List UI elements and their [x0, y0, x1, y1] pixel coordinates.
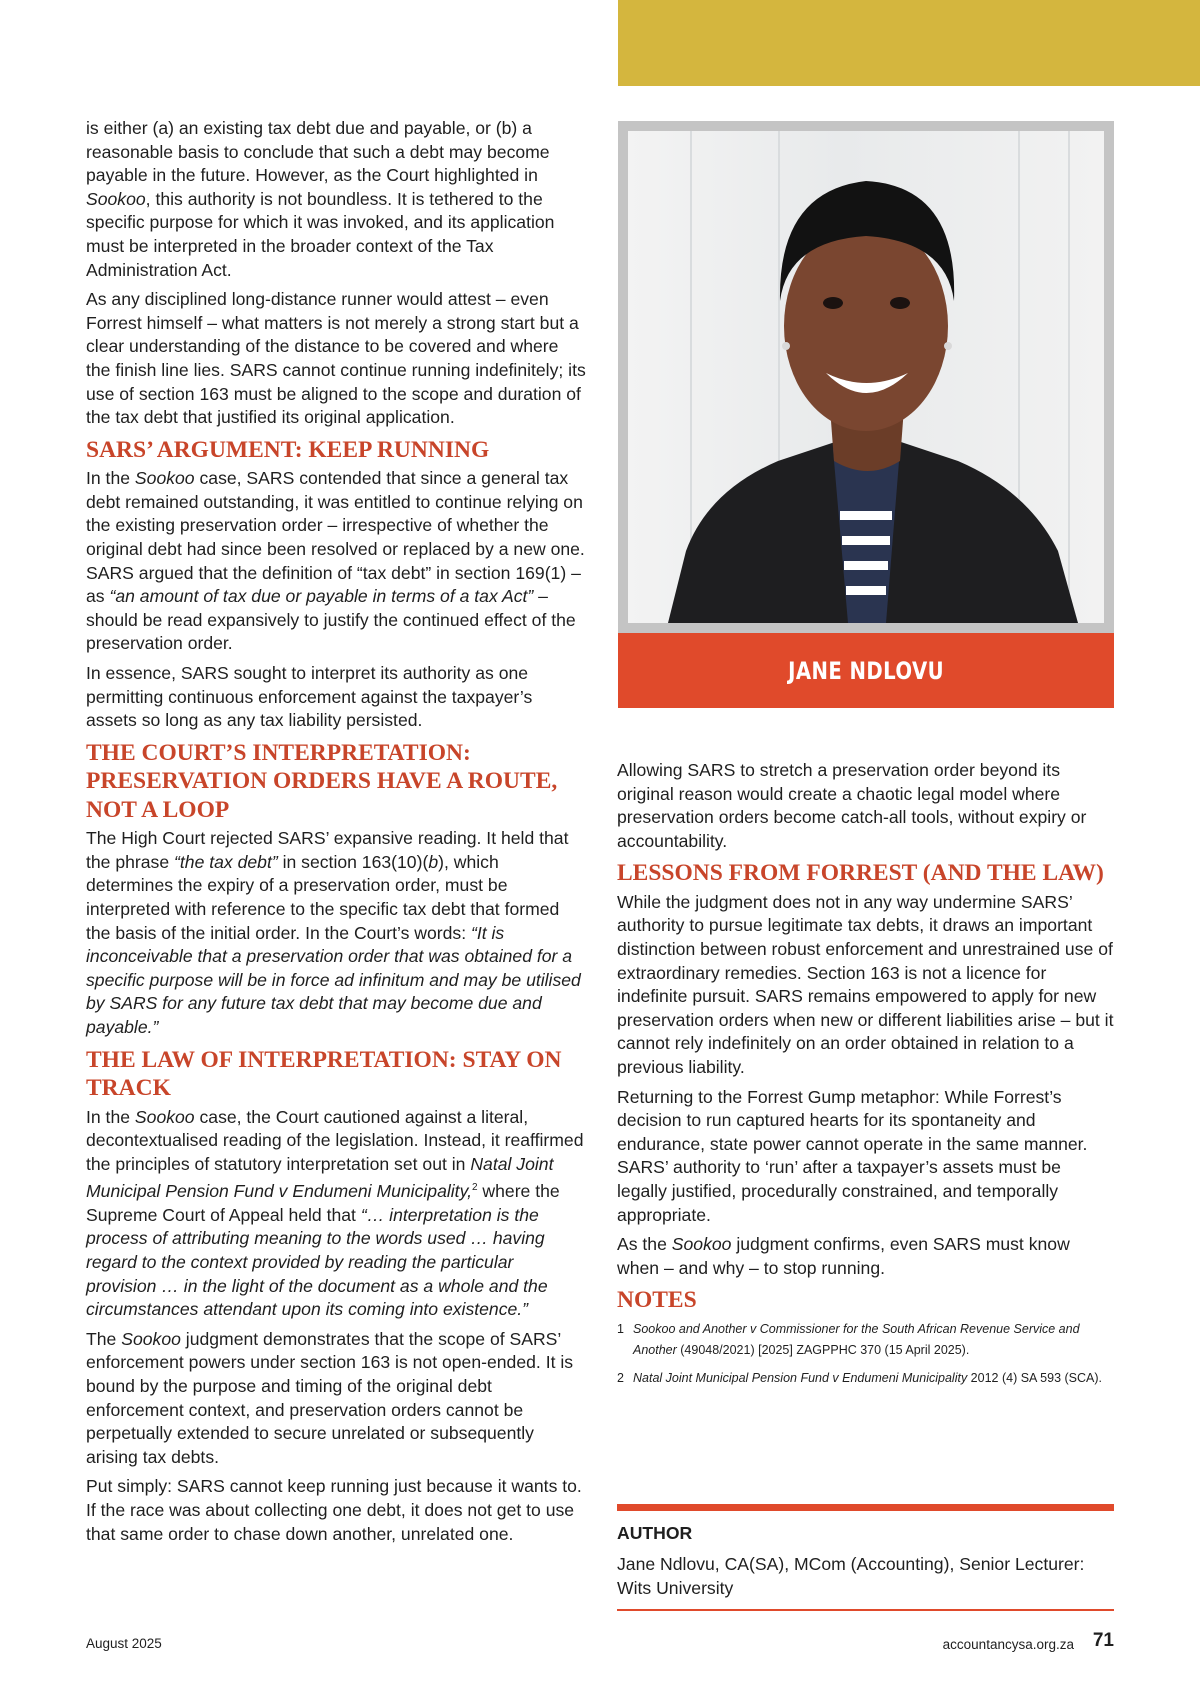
author-portrait-photo	[628, 131, 1104, 623]
author-box-bottom-rule	[617, 1609, 1114, 1611]
section-heading: THE LAW OF INTERPRETATION: STAY ON TRACK	[86, 1046, 562, 1102]
paragraph: The High Court rejected SARS’ expansive reading. It held that the phrase “the tax debt” in section 163(10)(b), which determines the expiry of a preservation order, must be interpreted with reference to the specific tax debt that formed the basis of the initial order. In the Court’s words: “It is inconceivable that a preservation order that was obtained for a specific purpose will be in force ad infinitum and may be utilised by SARS for any future tax debt that may become due and payable.”	[86, 828, 581, 1037]
notes-heading: NOTES	[617, 1287, 697, 1314]
paragraph: In essence, SARS sought to interpret its authority as one permitting continuous enforcement against the taxpayer’s assets so long as any tax liability persisted.	[86, 662, 533, 731]
section-heading: LESSONS FROM FORREST (AND THE LAW)	[617, 860, 1104, 887]
section-heading: SARS’ ARGUMENT: KEEP RUNNING	[86, 436, 490, 463]
paragraph: As the Sookoo judgment confirms, even SARS must know when – and why – to stop running.	[617, 1234, 1070, 1278]
note-item: 1 Sookoo and Another v Commissioner for the South African Revenue Service and Another (49048/2021) [2025] ZAGPPHC 370 (15 April 2025).	[617, 1321, 1080, 1358]
portrait-name-banner: JANE NDLOVU	[618, 633, 1114, 708]
paragraph: In the Sookoo case, the Court cautioned against a literal, decontextualised reading of the legislation. Instead, it reaffirmed the principles of statutory interpretation set out in Natal Joint Municipal Pension Fund v Endumeni Municipality,$^2$ where the Supreme Court of Appeal held that “… interpretation is the process of attributing meaning to the words used … having regard to the context provided by reading the particular provision … in the light of the document as a whole and the circumstances attendant upon its coming into existence.”	[86, 1106, 584, 1320]
person-silhouette	[628, 131, 1104, 623]
paragraph: While the judgment does not in any way undermine SARS’ authority to pursue legitimate tax debts, it draws an important distinction between robust enforcement and unrestrained use of extraordinary remedies. Section 163 is not a licence for indefinite pursuit. SARS remains empowered to apply for new preservation orders when new or different liabilities arise – but it cannot rely indefinitely on an order obtained in relation to a previous liability.	[617, 891, 1114, 1078]
article-right-column	[617, 759, 1114, 1395]
author-label: AUTHOR	[617, 1523, 693, 1543]
paragraph: Put simply: SARS cannot keep running just because it wants to. If the race was about collecting one debt, it does not get to use that same order to chase down another, unrelated one.	[86, 1476, 582, 1544]
author-portrait-frame	[618, 121, 1114, 633]
article-left-column	[86, 117, 586, 1552]
paragraph: The Sookoo judgment demonstrates that the scope of SARS’ enforcement powers under section 163 is not open-ended. It is bound by the purpose and timing of the original debt enforcement context, and preservation orders cannot be perpetually extended to secure unrelated or subsequently arising tax debts.	[86, 1328, 574, 1467]
paragraph: Allowing SARS to stretch a preservation order beyond its original reason would create a chaotic legal model where preservation orders become catch-all tools, without expiry or accountability.	[617, 760, 1087, 851]
paragraph: Returning to the Forrest Gump metaphor: While Forrest’s decision to run captured hearts for its spontaneity and endurance, state power cannot operate in the same manner. SARS’ authority to ‘run’ after a taxpayer’s assets must be legally justified, procedurally constrained, and temporally appropriate.	[617, 1086, 1088, 1225]
author-bio: Jane Ndlovu, CA(SA), MCom (Accounting), Senior Lecturer: Wits University	[617, 1554, 1085, 1598]
section-heading: THE COURT’S INTERPRETATION: PRESERVATION ORDERS HAVE A ROUTE, NOT A LOOP	[86, 739, 558, 823]
paragraph: In the Sookoo case, SARS contended that since a general tax debt remained outstanding, it was entitled to continue relying on the existing preservation order – irrespective of whether the original debt had since been resolved or replaced by a new one. SARS argued that the definition of “tax debt” in section 169(1) – as “an amount of tax due or payable in terms of a tax Act” – should be read expansively to justify the continued effect of the preservation order.	[86, 468, 585, 654]
header-accent-bar	[618, 0, 1200, 86]
author-box-top-rule	[617, 1504, 1114, 1511]
page-number: 71	[1092, 1630, 1114, 1651]
paragraph: As any disciplined long-distance runner would attest – even Forrest himself – what matters is not merely a strong start but a clear understanding of the distance to be covered and where the finish line lies. SARS cannot continue running indefinitely; its use of section 163 must be aligned to the scope and duration of the tax debt that justified its original application.	[86, 289, 586, 428]
notes-list	[617, 1319, 1114, 1390]
note-item: 2 Natal Joint Municipal Pension Fund v Endumeni Municipality 2012 (4) SA 593 (SCA).	[617, 1370, 1102, 1385]
paragraph: is either (a) an existing tax debt due and payable, or (b) a reasonable basis to conclude that such a debt may become payable in the future. However, as the Court highlighted in Sookoo, this authority is not boundless. It is tethered to the specific purpose for which it was invoked, and its application must be interpreted in the broader context of the Tax Administration Act.	[86, 118, 555, 280]
footer-issue-date: August 2025	[86, 1636, 162, 1651]
footer-website: accountancysa.org.za	[942, 1637, 1074, 1652]
